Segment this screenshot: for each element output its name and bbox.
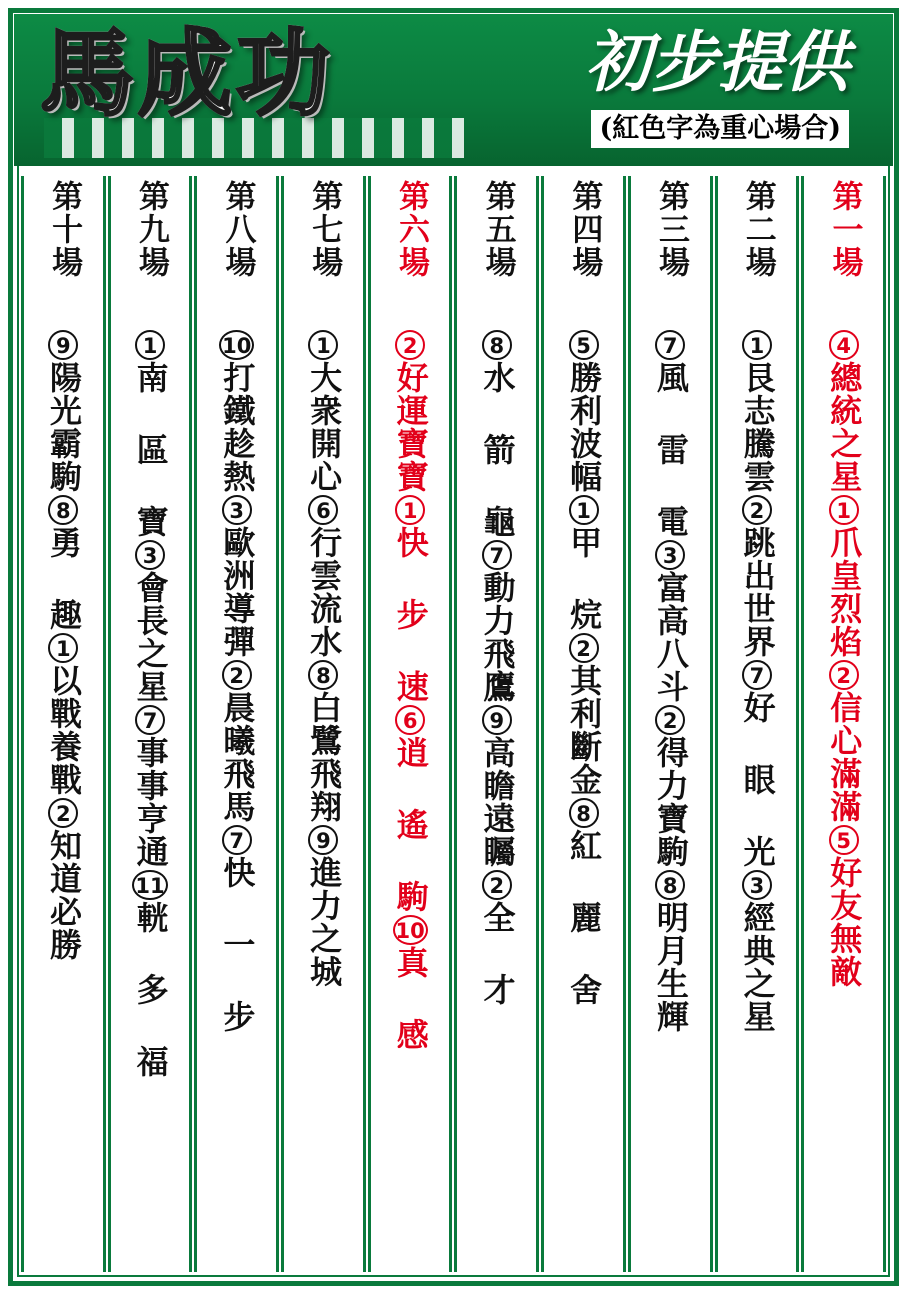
horse-name: 富高八斗	[651, 571, 690, 703]
horse-name: 明月生輝	[651, 901, 690, 1033]
horse-number-badge: 6	[308, 495, 338, 525]
entry-item[interactable]	[284, 825, 363, 988]
entry-item[interactable]	[371, 915, 450, 1051]
horse-number-badge: 5	[829, 825, 859, 855]
race-column	[368, 176, 453, 1272]
horse-number-badge: 7	[742, 660, 772, 690]
entry-item[interactable]	[631, 870, 710, 1033]
entry-item[interactable]	[284, 495, 363, 658]
horse-number-badge: 8	[308, 660, 338, 690]
entry-item[interactable]	[457, 870, 536, 1006]
horse-name: 大衆開心	[305, 361, 344, 493]
page-title: 馬成功	[40, 19, 335, 129]
entry-item[interactable]	[544, 633, 623, 796]
horse-name: 爪皇烈焰	[825, 526, 864, 658]
race-column	[541, 176, 626, 1272]
horse-number-badge: 2	[742, 495, 772, 525]
entry-item[interactable]	[24, 633, 103, 796]
entry-item[interactable]	[631, 330, 710, 538]
horse-name: 其利斷金	[565, 664, 604, 796]
entry-item[interactable]	[371, 330, 450, 493]
horse-name: 真 感	[391, 946, 430, 1051]
horse-number-badge: 9	[482, 705, 512, 735]
race-label: 第六場	[392, 180, 429, 279]
horse-name: 好友無敵	[825, 856, 864, 988]
entry-item[interactable]	[544, 495, 623, 631]
horse-name: 紅 麗 舍	[565, 829, 604, 1006]
horse-name: 勇 趣	[44, 526, 83, 631]
horse-name: 陽光霸駒	[44, 361, 83, 493]
horse-number-badge: 8	[569, 798, 599, 828]
entry-item[interactable]	[631, 540, 710, 703]
horse-name: 艮志騰雲	[738, 361, 777, 493]
horse-name: 歐洲導彈	[218, 526, 257, 658]
horse-number-badge: 1	[569, 495, 599, 525]
entry-item[interactable]	[804, 330, 883, 493]
horse-name: 逍 遙 駒	[391, 736, 430, 913]
horse-number-badge: 3	[742, 870, 772, 900]
race-label: 第七場	[306, 180, 343, 279]
entry-item[interactable]	[804, 660, 883, 823]
horse-name: 以戰養戰	[44, 664, 83, 796]
entry-item[interactable]	[197, 825, 276, 1033]
horse-name: 快 步 速	[391, 526, 430, 703]
horse-name: 跳出世界	[738, 526, 777, 658]
horse-number-badge: 6	[395, 705, 425, 735]
page-subtitle: 初步提供	[585, 23, 849, 101]
horse-number-badge: 9	[48, 330, 78, 360]
horse-name: 信心滿滿	[825, 691, 864, 823]
entry-item[interactable]	[718, 870, 797, 1033]
entry-list	[111, 330, 190, 1272]
entry-item[interactable]	[718, 660, 797, 868]
race-label: 第三場	[653, 180, 690, 279]
entry-list	[197, 330, 276, 1272]
horse-name: 經典之星	[738, 901, 777, 1033]
race-column	[108, 176, 193, 1272]
entry-item[interactable]	[111, 870, 190, 1078]
horse-number-badge: 4	[829, 330, 859, 360]
horse-name: 好 眼 光	[738, 691, 777, 868]
horse-number-badge: 8	[482, 330, 512, 360]
horse-number-badge: 10	[219, 330, 254, 360]
entry-item[interactable]	[544, 330, 623, 493]
horse-number-badge: 1	[829, 495, 859, 525]
entry-item[interactable]	[24, 798, 103, 961]
horse-number-badge: 2	[482, 870, 512, 900]
horse-name: 南 區 寶	[131, 361, 170, 538]
horse-number-badge: 3	[222, 495, 252, 525]
horse-number-badge: 1	[135, 330, 165, 360]
horse-number-badge: 3	[655, 540, 685, 570]
race-column	[454, 176, 539, 1272]
horse-number-badge: 1	[742, 330, 772, 360]
horse-name: 晨曦飛馬	[218, 691, 257, 823]
entry-list	[284, 330, 363, 1272]
horse-name: 進力之城	[305, 856, 344, 988]
entry-list	[544, 330, 623, 1272]
horse-number-badge: 3	[135, 540, 165, 570]
horse-name: 甲 烷	[565, 526, 604, 631]
race-label: 第二場	[739, 180, 776, 279]
horse-name: 白鷺飛翔	[305, 691, 344, 823]
horse-number-badge: 2	[395, 330, 425, 360]
race-column	[715, 176, 800, 1272]
race-label: 第十場	[46, 180, 83, 279]
horse-number-badge: 7	[482, 540, 512, 570]
entry-item[interactable]	[718, 330, 797, 493]
entry-item[interactable]	[111, 330, 190, 538]
horse-name: 風 雷 電	[651, 361, 690, 538]
horse-name: 行雲流水	[305, 526, 344, 658]
horse-number-badge: 7	[135, 705, 165, 735]
entry-item[interactable]	[197, 660, 276, 823]
entry-item[interactable]	[111, 540, 190, 703]
entry-item[interactable]	[544, 798, 623, 1006]
entry-list	[718, 330, 797, 1272]
entry-item[interactable]	[371, 705, 450, 913]
horse-number-badge: 2	[569, 633, 599, 663]
horse-number-badge: 2	[222, 660, 252, 690]
race-column	[628, 176, 713, 1272]
horse-number-badge: 2	[829, 660, 859, 690]
horse-name: 打鐵趁熱	[218, 361, 257, 493]
entry-item[interactable]	[111, 705, 190, 868]
header-banner	[14, 14, 893, 166]
entry-item[interactable]	[24, 495, 103, 631]
horse-number-badge: 8	[655, 870, 685, 900]
entry-item[interactable]	[631, 705, 710, 868]
entry-list	[371, 330, 450, 1272]
horse-name: 快 一 步	[218, 856, 257, 1033]
entry-list	[804, 330, 883, 1272]
horse-number-badge: 1	[395, 495, 425, 525]
entry-item[interactable]	[457, 330, 536, 538]
horse-number-badge: 11	[132, 870, 167, 900]
entry-item[interactable]	[24, 330, 103, 493]
entry-item[interactable]	[457, 705, 536, 868]
race-label: 第四場	[566, 180, 603, 279]
horse-number-badge: 9	[308, 825, 338, 855]
horse-name: 全 才	[478, 901, 517, 1006]
horse-number-badge: 2	[48, 798, 78, 828]
horse-number-badge: 2	[655, 705, 685, 735]
entry-list	[457, 330, 536, 1272]
race-column	[194, 176, 279, 1272]
race-label: 第一場	[826, 180, 863, 279]
race-column	[281, 176, 366, 1272]
horse-name: 好運寶寶	[391, 361, 430, 493]
horse-name: 高瞻遠矚	[478, 736, 517, 868]
entry-item[interactable]	[457, 540, 536, 703]
horse-name: 水 箭 龜	[478, 361, 517, 538]
horse-number-badge: 1	[308, 330, 338, 360]
horse-name: 動力飛鷹	[478, 571, 517, 703]
entry-list	[24, 330, 103, 1272]
entry-item[interactable]	[804, 825, 883, 988]
horse-number-badge: 7	[222, 825, 252, 855]
race-label: 第八場	[219, 180, 256, 279]
legend-note: (紅色字為重心場合)	[591, 110, 849, 148]
horse-number-badge: 5	[569, 330, 599, 360]
horse-name: 會長之星	[131, 571, 170, 703]
race-label: 第五場	[479, 180, 516, 279]
race-column	[21, 176, 106, 1272]
horse-name: 總統之星	[825, 361, 864, 493]
race-columns	[20, 176, 887, 1272]
horse-name: 事事亨通	[131, 736, 170, 868]
race-label: 第九場	[132, 180, 169, 279]
horse-name: 輄 多 福	[131, 901, 170, 1078]
race-column	[801, 176, 886, 1272]
entry-item[interactable]	[718, 495, 797, 658]
horse-number-badge: 8	[48, 495, 78, 525]
entry-item[interactable]	[804, 495, 883, 658]
entry-item[interactable]	[371, 495, 450, 703]
horse-name: 勝利波幅	[565, 361, 604, 493]
horse-number-badge: 10	[393, 915, 428, 945]
horse-number-badge: 7	[655, 330, 685, 360]
horse-name: 得力寶駒	[651, 736, 690, 868]
entry-item[interactable]	[284, 660, 363, 823]
horse-number-badge: 1	[48, 633, 78, 663]
entry-list	[631, 330, 710, 1272]
entry-item[interactable]	[284, 330, 363, 493]
entry-item[interactable]	[197, 330, 276, 493]
entry-item[interactable]	[197, 495, 276, 658]
horse-name: 知道必勝	[44, 829, 83, 961]
